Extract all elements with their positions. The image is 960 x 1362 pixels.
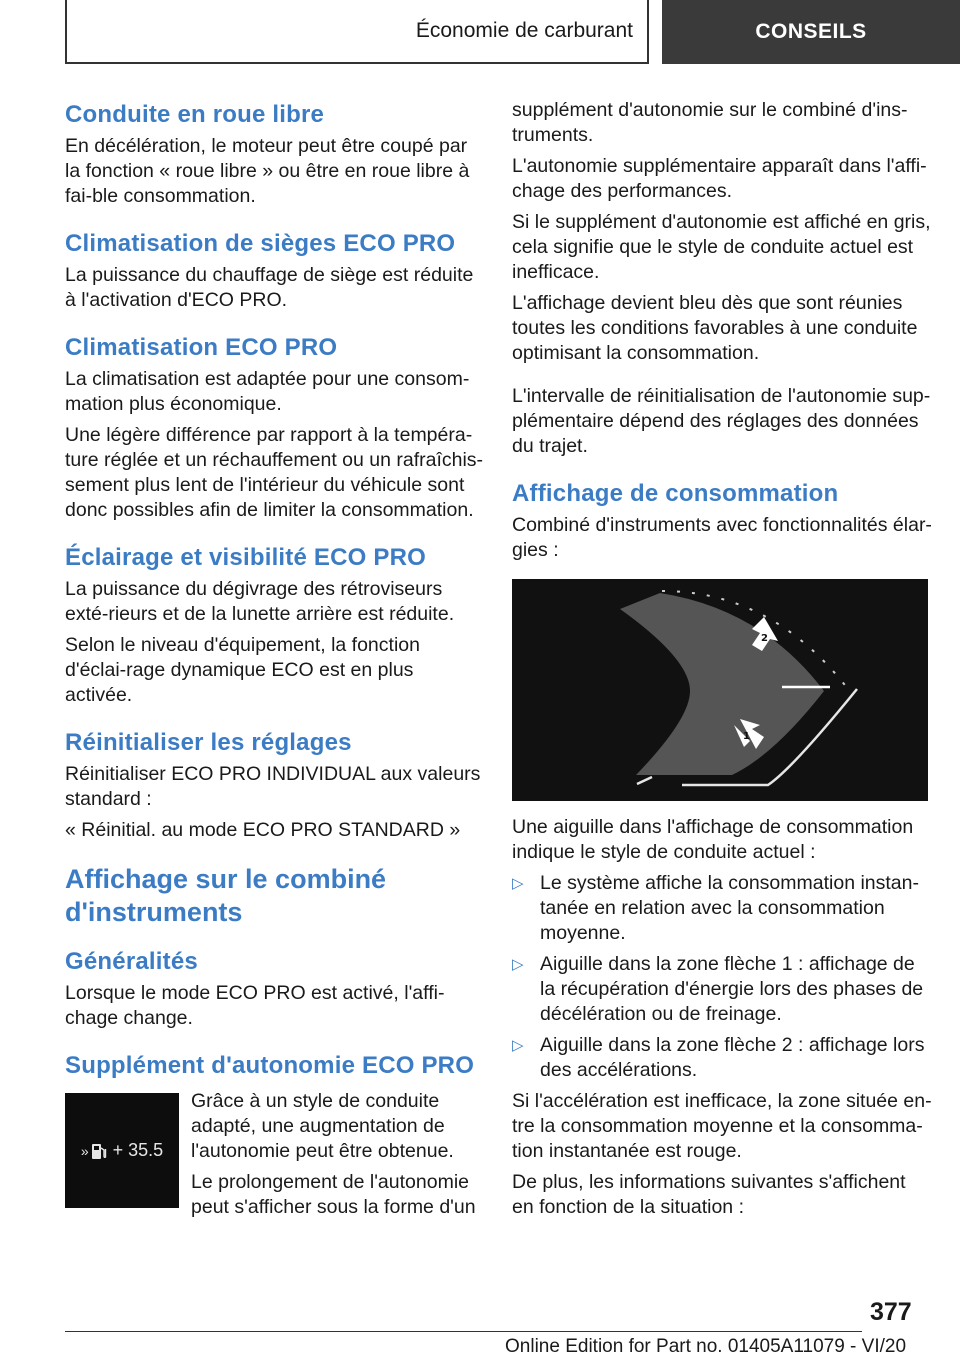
- list-item-text: Aiguille dans la zone flèche 2 : affichage lors des accélérations.: [540, 1034, 925, 1081]
- triangle-bullet-icon: ▷: [512, 1037, 524, 1054]
- edition-text: Online Edition for Part no. 01405A11079 - VI/20: [505, 1336, 907, 1357]
- paragraph: supplément d'autonomie sur le combiné d'ins-truments.: [512, 99, 908, 146]
- right-column: [512, 98, 932, 1220]
- list-item: [512, 952, 932, 1027]
- heading-instrument-display: Affichage sur le combiné d'instruments: [65, 864, 387, 927]
- heading-range-supplement: Supplément d'autonomie ECO PRO: [65, 1052, 475, 1079]
- heading-climate: Climatisation ECO PRO: [65, 334, 338, 361]
- chapter-title: CONSEILS: [755, 20, 867, 43]
- list-item: [512, 1033, 932, 1083]
- section-title-tab: [65, 0, 649, 64]
- paragraph: En décélération, le moteur peut être coupé par la fonction « roue libre » ou être en roue libre à fai-ble consommation.: [65, 135, 470, 207]
- triangle-bullet-icon: ▷: [512, 956, 524, 973]
- paragraph: Le prolongement de l'autonomie peut s'afficher sous la forme d'un: [191, 1171, 476, 1218]
- section-title: Économie de carburant: [415, 19, 633, 42]
- paragraph: Selon le niveau d'équipement, la fonction d'éclai-rage dynamique ECO est en plus activée.: [65, 634, 420, 706]
- heading-reset: Réinitialiser les réglages: [65, 729, 352, 756]
- left-column: [65, 100, 485, 1220]
- paragraph: Si l'accélération est inefficace, la zone située en-tre la consommation moyenne et la consomma-tion instantanée est rouge.: [512, 1090, 932, 1162]
- heading-coasting: Conduite en roue libre: [65, 101, 325, 128]
- fuel-pump-icon: [91, 1142, 107, 1160]
- consumption-gauge-image: [512, 579, 928, 801]
- range-supplement-text: [191, 1089, 485, 1220]
- list-item-text: Aiguille dans la zone flèche 1 : affichage de la récupération d'énergie lors des phases de décélération ou de freinage.: [540, 953, 924, 1025]
- paragraph: Lorsque le mode ECO PRO est activé, l'affi-chage change.: [65, 982, 445, 1029]
- paragraph: Une légère différence par rapport à la tempéra-ture réglée et un réchauffement ou un rafraîchis-sement plus lent de l'intérieur du véhicule sont donc possibles afin de limiter la consommation.: [65, 424, 484, 521]
- page-number: 377: [870, 1298, 912, 1326]
- chevron-right-icon: »: [80, 1142, 89, 1159]
- paragraph: Si le supplément d'autonomie est affiché en gris, cela signifie que le style de conduite actuel est inefficace.: [512, 211, 931, 283]
- arrow-1-label: 1: [743, 731, 750, 742]
- triangle-bullet-icon: ▷: [512, 875, 524, 892]
- chapter-tab: [662, 0, 960, 64]
- heading-consumption-display: Affichage de consommation: [512, 480, 839, 507]
- heading-lighting: Éclairage et visibilité ECO PRO: [65, 544, 426, 571]
- bullet-list: [512, 871, 932, 1083]
- paragraph: « Réinitial. au mode ECO PRO STANDARD »: [65, 819, 461, 841]
- range-supplement-value: + 35.5: [112, 1140, 164, 1160]
- paragraph: La puissance du dégivrage des rétroviseurs exté-rieurs et de la lunette arrière est réduite.: [65, 578, 455, 625]
- heading-general: Généralités: [65, 948, 198, 975]
- range-supplement-row: [65, 1089, 485, 1220]
- footer-divider: [65, 1331, 862, 1332]
- range-supplement-image: [65, 1093, 179, 1208]
- paragraph: De plus, les informations suivantes s'affichent en fonction de la situation :: [512, 1171, 906, 1218]
- paragraph: Combiné d'instruments avec fonctionnalités élar-gies :: [512, 514, 932, 561]
- list-item: [512, 871, 932, 946]
- paragraph: L'affichage devient bleu dès que sont réunies toutes les conditions favorables à une conduite optimisant la consommation.: [512, 292, 918, 364]
- list-item-text: Le système affiche la consommation instan-tanée en relation avec la consommation moyenne.: [540, 872, 919, 944]
- paragraph: L'autonomie supplémentaire apparaît dans l'affi-chage des performances.: [512, 155, 927, 202]
- paragraph: La climatisation est adaptée pour une consom-mation plus économique.: [65, 368, 470, 415]
- paragraph: L'intervalle de réinitialisation de l'autonomie sup-plémentaire dépend des réglages des données du trajet.: [512, 385, 931, 457]
- paragraph: La puissance du chauffage de siège est réduite à l'activation d'ECO PRO.: [65, 264, 474, 311]
- arrow-2-label: 2: [761, 633, 768, 644]
- paragraph: Grâce à un style de conduite adapté, une augmentation de l'autonomie peut être obtenue.: [191, 1090, 454, 1162]
- paragraph: Une aiguille dans l'affichage de consommation indique le style de conduite actuel :: [512, 816, 914, 863]
- paragraph: Réinitialiser ECO PRO INDIVIDUAL aux valeurs standard :: [65, 763, 481, 810]
- heading-seat-climate: Climatisation de sièges ECO PRO: [65, 230, 456, 257]
